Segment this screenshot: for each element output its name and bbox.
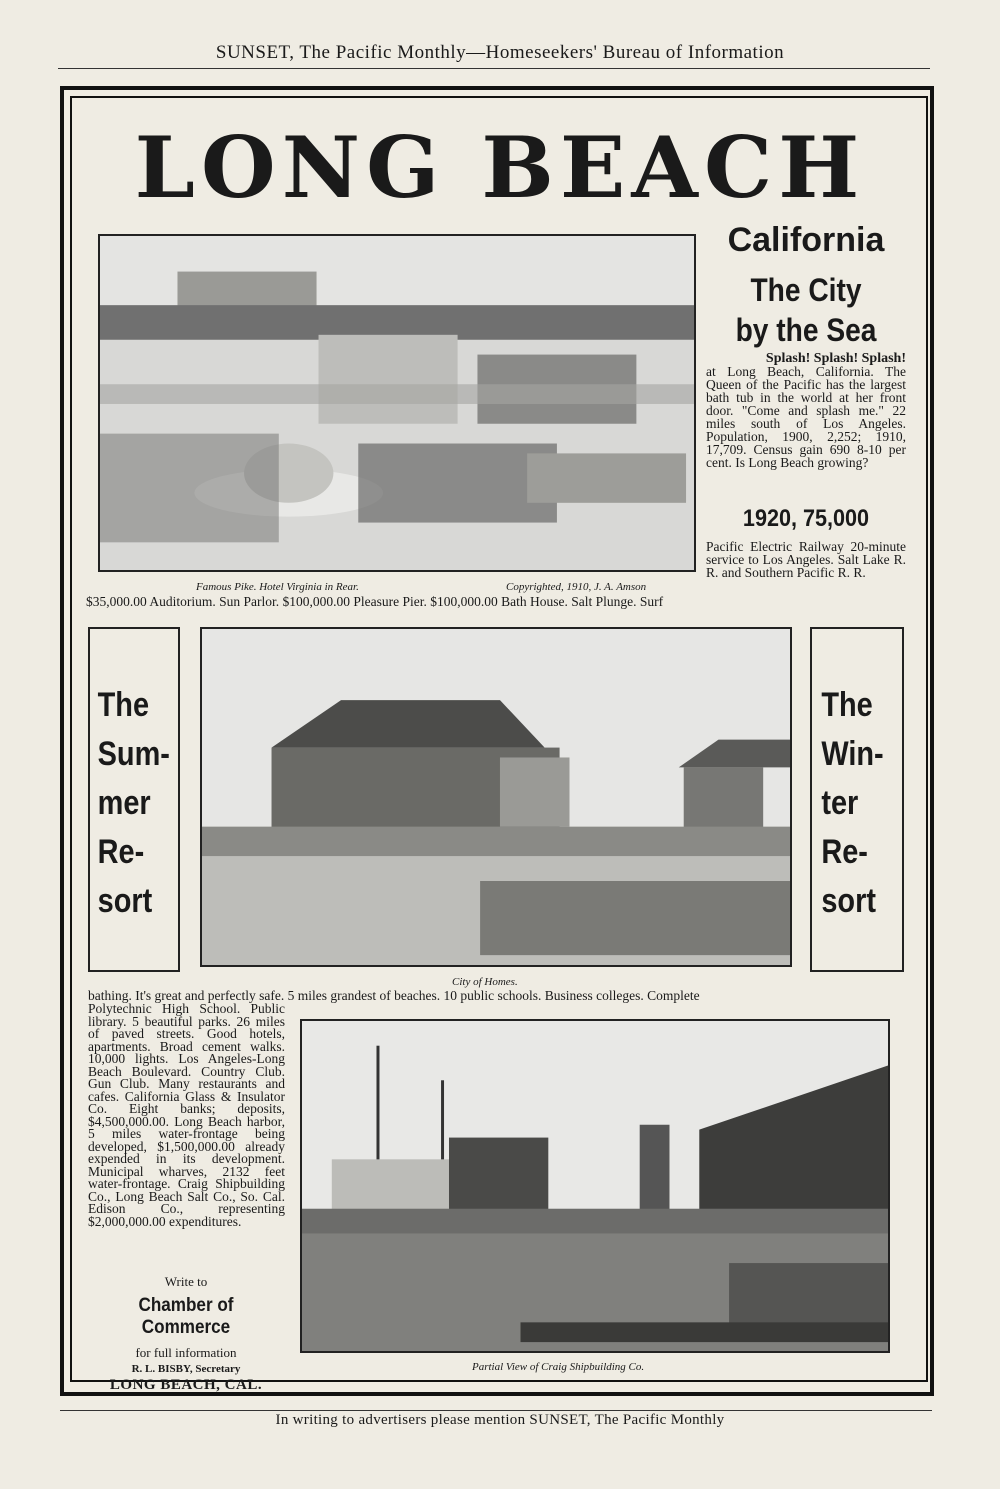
amenities-line: $35,000.00 Auditorium. Sun Parlor. $100,000.00 Pleasure Pier. $100,000.00 Bath House. Salt Plunge. Surf [86,594,664,609]
ad-title: LONG BEACH [134,118,866,217]
winter-resort-box [810,627,904,972]
winter-word-1: The [821,686,873,724]
photo3-caption: Partial View of Craig Shipbuilding Co. [472,1361,645,1373]
summer-word-5: sort [97,882,153,920]
left-column-text: Polytechnic High School. Public library. 5 beautiful parks. 26 miles of paved streets. Good hotels, apartments. Broad cement walks. 10,000 lights. Los Angeles-Long Beach Boulevard. Country Club. Gun Club. Many restaurants and cafes. California Glass & Insulator Co. Eight banks; deposits, $4,500,000.00. Long Beach harbor, 5 miles water-frontage being developed, $1,500,000.00 already expended in its development. Municipal wharves, 2132 feet water-frontage. Craig Shipbuilding Co., Long Beach Salt Co., So. Cal. Edison Co., representing $2,000,000.00 expenditures. [88,1001,285,1229]
header-rule [58,68,930,69]
summer-word-1: The [97,686,150,724]
winter-word-3: ter [821,784,859,822]
winter-word-4: Re- [821,833,868,871]
secretary: R. L. BISBY, Secretary [131,1363,241,1375]
photo-city-of-homes [200,627,792,967]
slogan-line-2: by the Sea [735,312,877,348]
summer-word-4: Re- [97,833,145,871]
railway-text: Pacific Electric Railway 20-minute service to Los Angeles. Salt Lake R. R. and Southern Pacific R. R. [706,539,906,580]
full-information: for full information [135,1345,237,1360]
bathing-line: bathing. It's great and perfectly safe. 5 miles grandest of beaches. 10 public schools. Business colleges. Complete [88,988,700,1003]
contact-block [86,1274,286,1394]
state-heading: California [727,221,885,259]
slogan [718,270,894,350]
summer-word-3: mer [97,784,151,822]
splash-text: at Long Beach, California. The Queen of the Pacific has the largest bath tub in the world at her front door. "Come and splash me." 22 miles south of Los Angeles. Population, 1900, 2,252; 1910, 17,709. Census gain 690 8-10 per cent. Is Long Beach growing? [706,364,906,470]
photo-famous-pike [98,234,696,572]
photo1-caption-left: Famous Pike. Hotel Virginia in Rear. [196,581,359,593]
winter-word-2: Win- [821,735,884,773]
splash-heading: Splash! Splash! Splash! [765,351,906,366]
slogan-line-1: The City [750,272,862,308]
photo2-caption: City of Homes. [452,976,518,988]
running-footer: In writing to advertisers please mention SUNSET, The Pacific Monthly [275,1412,725,1428]
contact-city: LONG BEACH, CAL. [109,1377,263,1393]
chamber-of-commerce: Chamber of Commerce [138,1295,234,1338]
population-projection: 1920, 75,000 [742,505,870,532]
winter-word-5: sort [821,882,876,920]
splash-paragraph [706,352,906,469]
summer-resort-box [88,627,180,972]
photo1-caption-right: Copyrighted, 1910, J. A. Amson [506,581,647,593]
footer-rule [60,1410,932,1411]
photo-craig-shipbuilding [300,1019,890,1353]
write-to: Write to [164,1274,208,1289]
running-header: SUNSET, The Pacific Monthly—Homeseekers' Bureau of Information [215,42,785,63]
summer-word-2: Sum- [97,735,170,773]
